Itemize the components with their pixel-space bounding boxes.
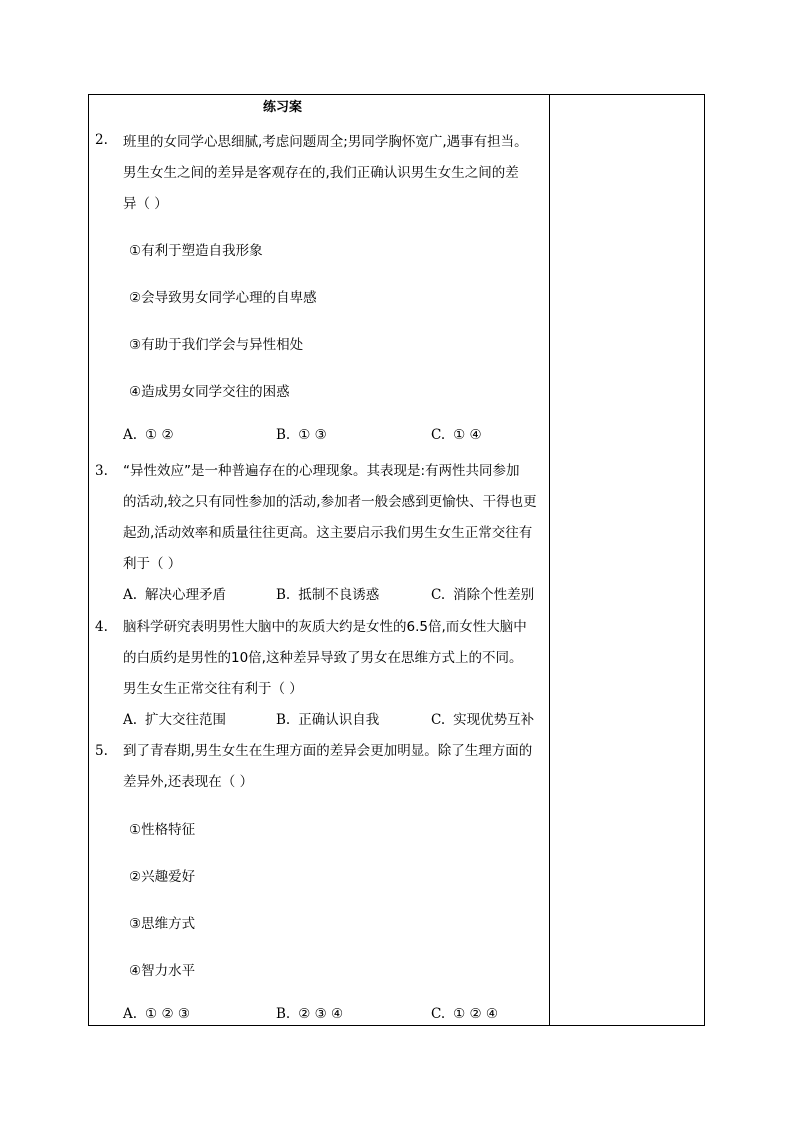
question-3-line-3: 起劲,活动效率和质量往往更高。这主要启示我们男生女生正常交往有 [123, 525, 533, 541]
question-5-item-2: ②兴趣爱好 [129, 869, 196, 885]
question-5-option-a[interactable] [123, 1006, 190, 1022]
question-4-option-c[interactable] [431, 708, 534, 728]
option-text: 扩大交往范围 [145, 712, 227, 728]
option-label: A. [123, 712, 138, 728]
option-text: ① ④ [453, 427, 482, 443]
question-3-line-2: 的活动,较之只有同性参加的活动,参加者一般会感到更愉快、干得也更 [123, 494, 537, 510]
question-5-option-b[interactable] [276, 1006, 343, 1022]
option-label: C. [431, 712, 446, 728]
question-5-option-c[interactable] [431, 1006, 498, 1022]
option-label: C. [431, 587, 446, 603]
option-text: ① ② ③ [145, 1006, 190, 1022]
option-text: 抵制不良诱惑 [298, 587, 380, 603]
question-2-item-4: ④造成男女同学交往的困惑 [129, 384, 290, 400]
option-text: 正确认识自我 [298, 712, 380, 728]
option-label: A. [123, 427, 138, 443]
option-label: C. [431, 427, 446, 443]
question-5-line-1: 到了青春期,男生女生在生理方面的差异会更加明显。除了生理方面的 [123, 743, 533, 759]
option-label: B. [276, 427, 291, 443]
option-text: ② ③ ④ [298, 1006, 344, 1022]
question-2-line-2: 男生女生之间的差异是客观存在的,我们正确认识男生女生之间的差 [123, 165, 519, 181]
column-divider [549, 94, 550, 1026]
question-2-line-1: 班里的女同学心思细腻,考虑问题周全;男同学胸怀宽广,遇事有担当。 [123, 134, 528, 150]
question-4-line-2: 的白质约是男性的10倍,这种差异导致了男女在思维方式上的不同。 [123, 650, 523, 666]
question-3-number: 3. [95, 463, 108, 479]
option-label: B. [276, 587, 291, 603]
question-5-line-2: 差异外,还表现在（ ） [123, 774, 254, 790]
option-label: B. [276, 1006, 291, 1022]
question-2-option-a[interactable] [123, 427, 174, 443]
question-2-item-2: ②会导致男女同学心理的自卑感 [129, 290, 317, 306]
question-4-option-a[interactable] [123, 708, 226, 728]
question-2-item-3: ③有助于我们学会与异性相处 [129, 337, 304, 353]
question-5-item-3: ③思维方式 [129, 916, 196, 932]
option-text: 解决心理矛盾 [145, 587, 227, 603]
option-text: 实现优势互补 [453, 712, 535, 728]
option-text: ① ③ [298, 427, 327, 443]
question-5-number: 5. [95, 743, 108, 759]
question-3-option-c[interactable] [431, 583, 534, 603]
question-3-option-b[interactable] [276, 583, 379, 603]
question-3-line-4: 利于（ ） [123, 556, 182, 572]
option-label: B. [276, 712, 291, 728]
question-5-item-4: ④智力水平 [129, 963, 196, 979]
option-label: C. [431, 1006, 446, 1022]
question-3-option-a[interactable] [123, 583, 226, 603]
question-3-line-1: “异性效应”是一种普遍存在的心理现象。其表现是:有两性共同参加 [123, 463, 520, 479]
question-5-item-1: ①性格特征 [129, 822, 196, 838]
question-2-line-3: 异（ ） [123, 196, 168, 212]
option-text: 消除个性差别 [453, 587, 535, 603]
question-4-number: 4. [95, 619, 108, 635]
option-text: ① ② ④ [453, 1006, 499, 1022]
question-4-line-3: 男生女生正常交往有利于（ ） [123, 681, 303, 697]
question-2-option-b[interactable] [276, 427, 327, 443]
question-2-number: 2. [95, 132, 108, 148]
question-2-item-1: ①有利于塑造自我形象 [129, 243, 263, 259]
question-2-option-c[interactable] [431, 427, 482, 443]
option-label: A. [123, 587, 138, 603]
option-label: A. [123, 1006, 138, 1022]
question-4-option-b[interactable] [276, 708, 379, 728]
option-text: ① ② [145, 427, 174, 443]
section-title: 练习案 [263, 100, 303, 115]
question-4-line-1: 脑科学研究表明男性大脑中的灰质大约是女性的6.5倍,而女性大脑中 [123, 619, 527, 635]
